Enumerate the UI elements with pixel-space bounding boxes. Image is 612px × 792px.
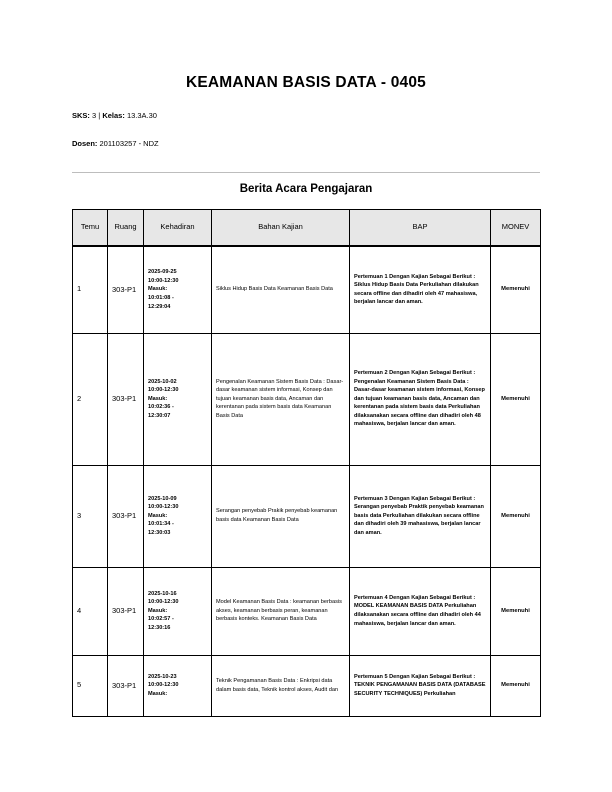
kehadiran-masuk: Masuk: [148, 395, 168, 402]
kehadiran-time: 10:00-12:30 [148, 277, 179, 284]
monev-cell: Memenuhi [491, 567, 541, 655]
header-monev: MONEV [491, 210, 541, 247]
header-kehadiran: Kehadiran [144, 210, 212, 247]
monev-cell: Memenuhi [491, 655, 541, 716]
header-temu: Temu [73, 210, 108, 247]
temu-cell: 4 [73, 567, 108, 655]
kehadiran-time: 10:00-12:30 [148, 599, 179, 606]
ruang-cell: 303-P1 [108, 655, 144, 716]
section-title: Berita Acara Pengajaran [239, 183, 373, 195]
kehadiran-cell [144, 655, 212, 716]
kehadiran-masuk: Masuk: [148, 607, 168, 614]
monev-cell: Memenuhi [491, 246, 541, 333]
table-row [73, 655, 541, 716]
ruang-cell: 303-P1 [108, 333, 144, 465]
kehadiran-in: 10:02:36 - [148, 404, 174, 411]
kehadiran-date: 2025-09-25 [148, 269, 177, 276]
kehadiran-in: 10:01:08 - [148, 295, 174, 302]
header-divider [72, 172, 540, 173]
bap-table [72, 209, 541, 717]
kehadiran-masuk: Masuk: [148, 690, 168, 697]
bahan-kajian-cell: Teknik Pengamanan Basis Data : Enkripsi data dalam basis data, Teknik kontrol akses, Audit dan [212, 655, 350, 716]
temu-cell: 5 [73, 655, 108, 716]
header-bap: BAP [350, 210, 491, 247]
ruang-cell: 303-P1 [108, 567, 144, 655]
bap-cell: Pertemuan 3 Dengan Kajian Sebagai Berikut : Serangan penyebab Praktik penyebab keamanan basis data Perkuliahan dilakukan secara offline dan dihadiri oleh 39 mahasiswa, berjalan lancar dan aman. [350, 465, 491, 567]
kehadiran-out: 12:30:16 [148, 624, 171, 631]
sks-label: SKS: [72, 111, 90, 120]
kehadiran-cell [144, 567, 212, 655]
kehadiran-out: 12:30:03 [148, 529, 171, 536]
info-separator: | [98, 111, 101, 120]
temu-cell: 2 [73, 333, 108, 465]
temu-cell: 1 [73, 246, 108, 333]
lecturer-line [72, 139, 159, 148]
kehadiran-cell [144, 333, 212, 465]
kehadiran-cell [144, 465, 212, 567]
dosen-value: 201103257 - NDZ [99, 139, 159, 148]
bap-cell: Pertemuan 4 Dengan Kajian Sebagai Berikut : MODEL KEAMANAN BASIS DATA Perkuliahan dilaksanakan secara offline dan dihadiri oleh 44 mahasiswa, berjalan lancar dan aman. [350, 567, 491, 655]
bahan-kajian-cell: Pengenalan Keamanan Sistem Basis Data : Dasar-dasar keamanan sistem informasi, Konsep dan tujuan keamanan basis data, Ancaman dan kerentanan pada sistem basis data Keamanan Basis Data [212, 333, 350, 465]
kehadiran-masuk: Masuk: [148, 512, 168, 519]
kehadiran-date: 2025-10-09 [148, 495, 177, 502]
header-bahan-kajian: Bahan Kajian [212, 210, 350, 247]
table-row [73, 333, 541, 465]
sks-value: 3 [92, 111, 97, 120]
bap-cell: Pertemuan 2 Dengan Kajian Sebagai Berikut : Pengenalan Keamanan Sistem Basis Data : Dasar-dasar keamanan sistem informasi, Konsep dan tujuan keamanan basis data, Ancaman dan kerentanan pada sistem basis data Perkuliahan dilaksanakan secara offline dan dihadiri oleh 48 mahasiswa, berjalan lancar dan aman. [350, 333, 491, 465]
table-header-row [73, 210, 541, 247]
kehadiran-date: 2025-10-23 [148, 673, 177, 680]
kelas-value: 13.3A.30 [126, 111, 157, 120]
kehadiran-out: 12:29:04 [148, 303, 171, 310]
kehadiran-in: 10:02:57 - [148, 616, 174, 623]
table-row [73, 465, 541, 567]
table-row [73, 567, 541, 655]
kehadiran-date: 2025-10-02 [148, 378, 177, 385]
kehadiran-masuk: Masuk: [148, 286, 168, 293]
kehadiran-time: 10:00-12:30 [148, 682, 179, 689]
bahan-kajian-cell: Serangan penyebab Prakik penyebab keamanan basis data Keamanan Basis Data [212, 465, 350, 567]
bahan-kajian-cell: Model Keamanan Basis Data : keamanan berbasis akses, keamanan berbasis peran, keamanan berbasis konteks. Keamanan Basis Data [212, 567, 350, 655]
kelas-label: Kelas: [102, 111, 125, 120]
kehadiran-in: 10:01:34 - [148, 521, 174, 528]
table-row [73, 246, 541, 333]
temu-cell: 3 [73, 465, 108, 567]
header-ruang: Ruang [108, 210, 144, 247]
course-info-line [72, 111, 157, 120]
dosen-label: Dosen: [72, 139, 98, 148]
kehadiran-out: 12:30:07 [148, 412, 171, 419]
kehadiran-time: 10:00-12:30 [148, 504, 179, 511]
monev-cell: Memenuhi [491, 333, 541, 465]
monev-cell: Memenuhi [491, 465, 541, 567]
kehadiran-date: 2025-10-16 [148, 590, 177, 597]
bap-cell: Pertemuan 5 Dengan Kajian Sebagai Berikut : TEKNIK PENGAMANAN BASIS DATA (DATABASE SECURITY TECHNIQUES) Perkuliahan [350, 655, 491, 716]
ruang-cell: 303-P1 [108, 465, 144, 567]
bap-cell: Pertemuan 1 Dengan Kajian Sebagai Berikut : Siklus Hidup Basis Data Perkuliahan dilakukan secara offline dan dihadiri oleh 47 mahasiswa, berjalan lancar dan aman. [350, 246, 491, 333]
kehadiran-cell [144, 246, 212, 333]
bahan-kajian-cell: Siklus Hidup Basis Data Keamanan Basis Data [212, 246, 350, 333]
ruang-cell: 303-P1 [108, 246, 144, 333]
document-title: KEAMANAN BASIS DATA - 0405 [185, 74, 427, 91]
kehadiran-time: 10:00-12:30 [148, 387, 179, 394]
